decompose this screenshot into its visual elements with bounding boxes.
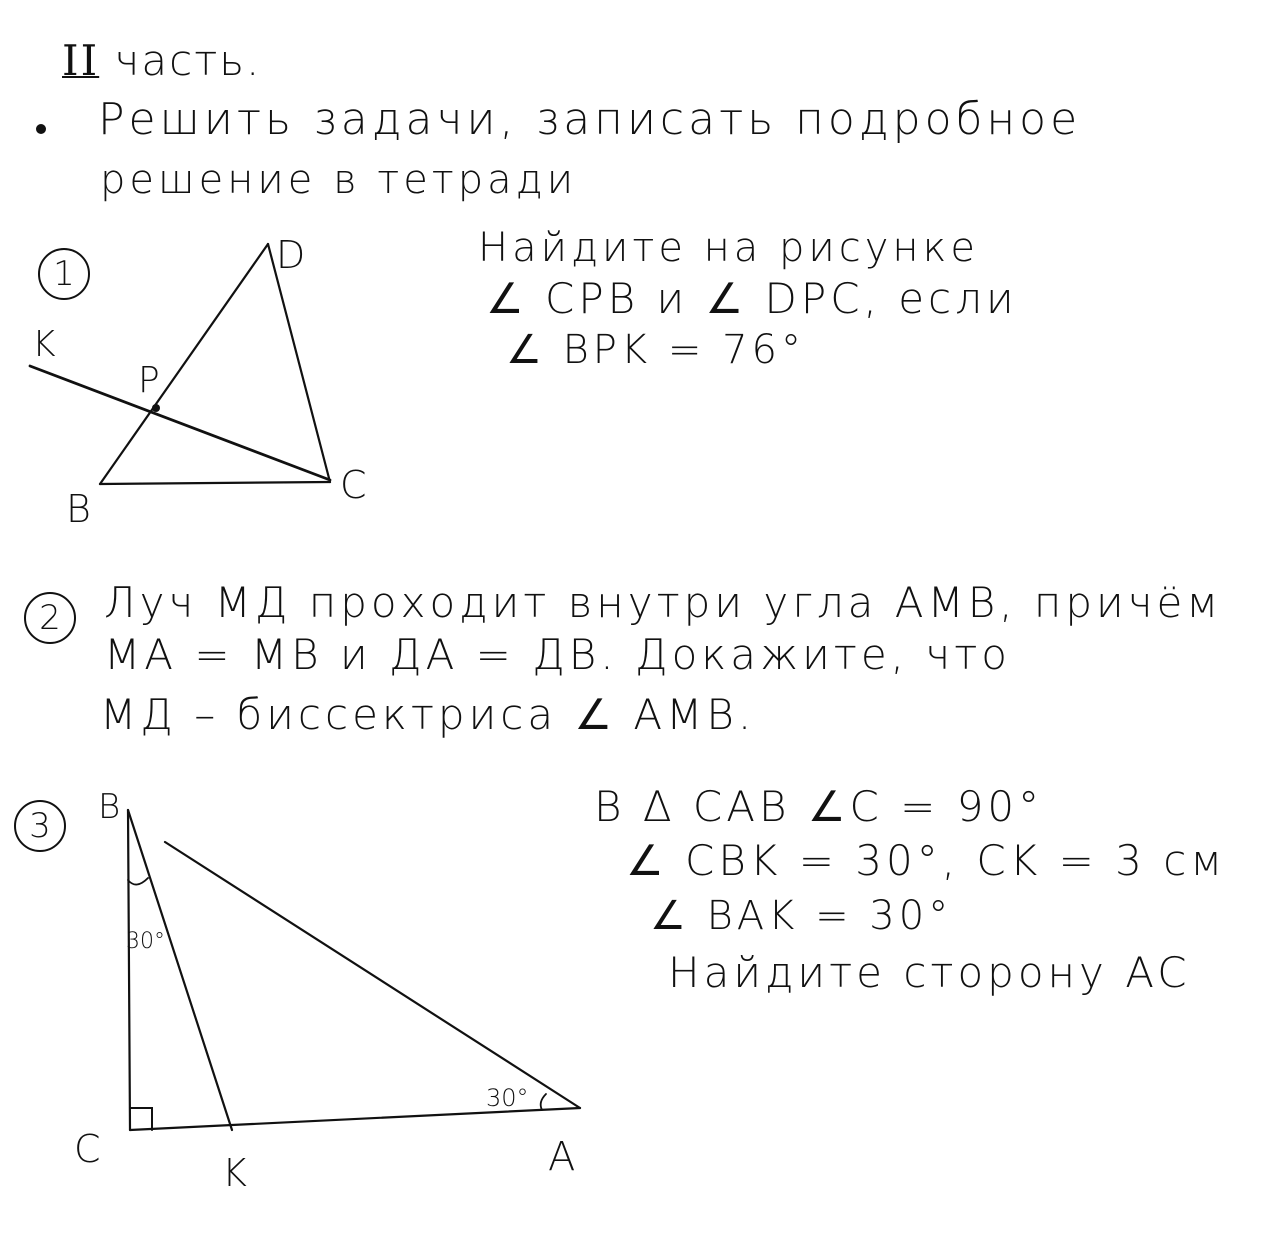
instruction-line-1: Решить задачи, записать подробное [98, 94, 1082, 145]
segment-BC [128, 810, 130, 1130]
problem-1-text-line-2: ∠ CPB и ∠ DPC, если [486, 274, 1018, 323]
segment-BK [128, 810, 232, 1130]
label-point-K: K [32, 324, 56, 365]
problem-2-text-line-2: МА = МВ и ДА = ДВ. Докажите, что [104, 630, 1011, 679]
label-point-D: D [276, 233, 306, 277]
label-point-K3: K [222, 1151, 247, 1195]
angle-B-arc [128, 878, 148, 885]
problem-1-number: 1 [38, 248, 90, 300]
figure-1 [30, 244, 330, 484]
right-angle-mark [130, 1108, 152, 1130]
point-P-dot [152, 404, 160, 412]
label-point-B3: B [98, 787, 121, 827]
problem-3-number: 3 [14, 800, 66, 852]
segment-BC [100, 482, 330, 484]
problem-2-text-line-3: МД – биссектриса ∠ АМВ. [100, 690, 756, 739]
problem-3-text-line-3: ∠ BAK = 30° [650, 893, 953, 939]
label-point-C3: C [74, 1127, 101, 1171]
problem-3-text-line-4: Найдите сторону AC [668, 948, 1191, 997]
problem-2-number: 2 [24, 592, 76, 644]
problem-3-text-line-1: В ∆ САВ ∠C = 90° [594, 782, 1044, 831]
label-point-A3: A [548, 1134, 576, 1180]
problem-2-text-line-1: Луч МД проходит внутри угла АМВ, причём [104, 578, 1223, 627]
segment-BA [165, 842, 580, 1108]
problem-1-text-line-1: Найдите на рисунке [478, 225, 979, 271]
label-point-C: C [340, 463, 367, 507]
figure-3 [128, 810, 580, 1130]
part-roman-numeral: II [62, 36, 100, 85]
angle-A-arc [541, 1094, 546, 1110]
label-point-P: P [138, 360, 160, 401]
problem-1-text-line-3: ∠ BPK = 76° [506, 327, 805, 373]
line-KC [30, 366, 330, 480]
instruction-line-2: решение в тетради [100, 157, 578, 203]
angle-A-label: 30° [486, 1084, 529, 1112]
segment-DC [268, 244, 330, 482]
label-point-B: B [66, 487, 91, 531]
problem-3-text-line-2: ∠ CBK = 30°, CK = 3 см [626, 836, 1227, 885]
angle-B-label: 30° [126, 929, 165, 954]
part-title-text: часть. [114, 36, 262, 85]
